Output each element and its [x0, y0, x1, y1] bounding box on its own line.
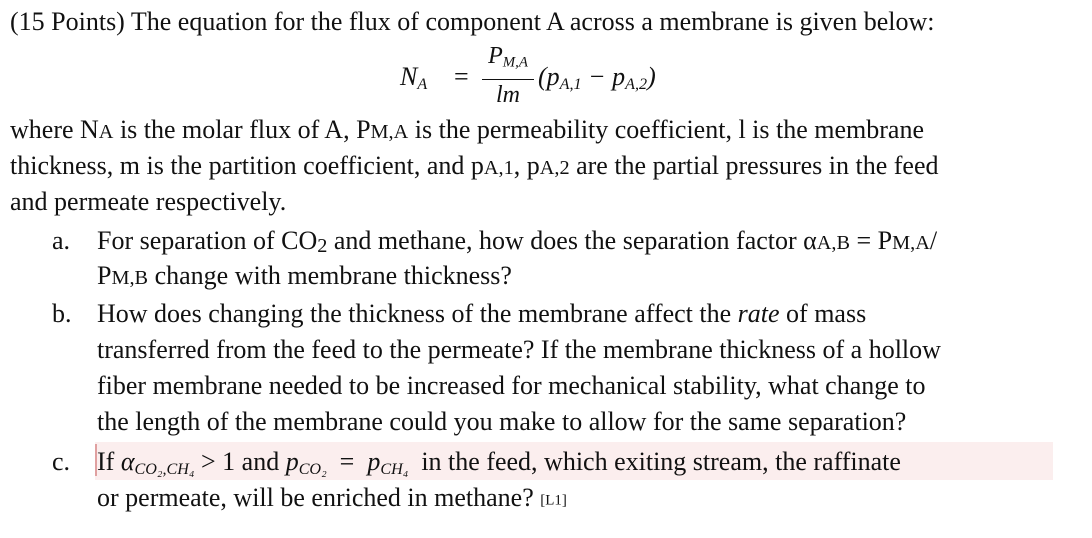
question-a-label: a. — [52, 226, 71, 255]
qa1-sub-c: M,A — [892, 232, 930, 254]
equation-equals: = — [454, 62, 469, 91]
numerator-subscript: M,A — [502, 54, 528, 71]
p2-base: p — [612, 62, 626, 91]
qc1-part-b: > 1 and — [194, 447, 286, 476]
question-a-line-2 — [97, 260, 512, 294]
qa2-part-b: change with membrane thickness? — [148, 261, 512, 290]
desc2-part-b: , p — [513, 151, 540, 180]
equation-rhs — [538, 62, 656, 94]
p2-subscript: A,2 — [625, 76, 648, 94]
paren-close: ) — [647, 62, 656, 91]
question-b-line-4: the length of the membrane could you make to allow for the same separation? — [97, 407, 907, 436]
desc1-part-b: is the molar flux of A, P — [113, 115, 371, 144]
lhs-base: N — [400, 62, 418, 91]
desc1-part-c: is the permeability coefficient, l is the membrane — [408, 115, 924, 144]
qc1-alpha: α — [120, 447, 135, 476]
qc1-equals: = — [326, 447, 368, 476]
question-b-label: b. — [52, 299, 72, 328]
qa2-part-a: P — [97, 261, 112, 290]
p1-subscript: A,1 — [559, 76, 582, 94]
qa1-sub-b: A,B — [816, 232, 851, 254]
qc1-p-ch4: p — [367, 447, 381, 476]
question-a-line-1 — [97, 225, 937, 262]
description-line-2 — [10, 150, 938, 184]
desc1-sub-a: A — [98, 121, 114, 143]
qc2-tag: [L1] — [540, 492, 567, 509]
lhs-subscript: A — [417, 76, 428, 94]
description-line-1 — [10, 114, 924, 148]
paren-open: ( — [538, 62, 547, 91]
minus-sign: − — [581, 62, 613, 91]
qa1-part-d: / — [929, 226, 938, 255]
description-line-3: and permeate respectively. — [10, 187, 287, 216]
question-b-line-3: fiber membrane needed to be increased for mechanical stability, what change to — [97, 371, 926, 400]
fraction-numerator — [482, 42, 534, 77]
desc1-part-a: where N — [10, 115, 99, 144]
qc2-text: or permeate, will be enriched in methane? — [97, 483, 541, 512]
equation-lhs — [400, 62, 427, 94]
qc1-part-c: in the feed, which exiting stream, the raffinate — [408, 447, 901, 476]
desc1-sub-b: M,A — [370, 121, 409, 143]
numerator-base: P — [488, 43, 503, 69]
qc1-p-co2: p — [285, 447, 299, 476]
qc1-p-ch4-subscript: CH₄ — [380, 461, 409, 479]
desc2-part-c: are the partial pressures in the feed — [569, 151, 939, 180]
qc1-part-a: If — [97, 447, 121, 476]
qa2-sub-a: M,B — [111, 267, 149, 289]
qa1-part-b: and methane, how does the separation factor α — [327, 226, 817, 255]
equation-fraction — [482, 42, 534, 108]
question-c-line-1 — [97, 446, 901, 486]
qc1-alpha-subscript: CO₂,CH₄ — [134, 461, 195, 479]
desc2-part-a: thickness, m is the partition coefficient, and p — [10, 151, 484, 180]
qa1-part-c: = P — [850, 226, 893, 255]
fraction-denominator: lm — [496, 82, 520, 109]
question-b-line-1 — [97, 298, 866, 330]
problem-intro: (15 Points) The equation for the flux of component A across a membrane is given below: — [10, 7, 935, 36]
question-b-line-2: transferred from the feed to the permeate? If the membrane thickness of a hollow — [97, 335, 941, 364]
p1-base: p — [546, 62, 560, 91]
qc1-p-co2-subscript: CO₂ — [298, 461, 327, 479]
question-c-line-2 — [97, 482, 567, 517]
fraction-bar — [482, 79, 534, 81]
desc2-sub-a: A,1 — [483, 157, 514, 179]
qb1-part-b: of mass — [779, 299, 867, 328]
qb1-emphasis: rate — [737, 299, 780, 328]
qa1-part-a: For separation of CO — [97, 226, 318, 255]
qa1-sub-a: 2 — [317, 235, 328, 258]
desc2-sub-b: A,2 — [539, 157, 570, 179]
question-c-label: c. — [52, 447, 71, 476]
qb1-part-a: How does changing the thickness of the membrane affect the — [97, 299, 738, 328]
